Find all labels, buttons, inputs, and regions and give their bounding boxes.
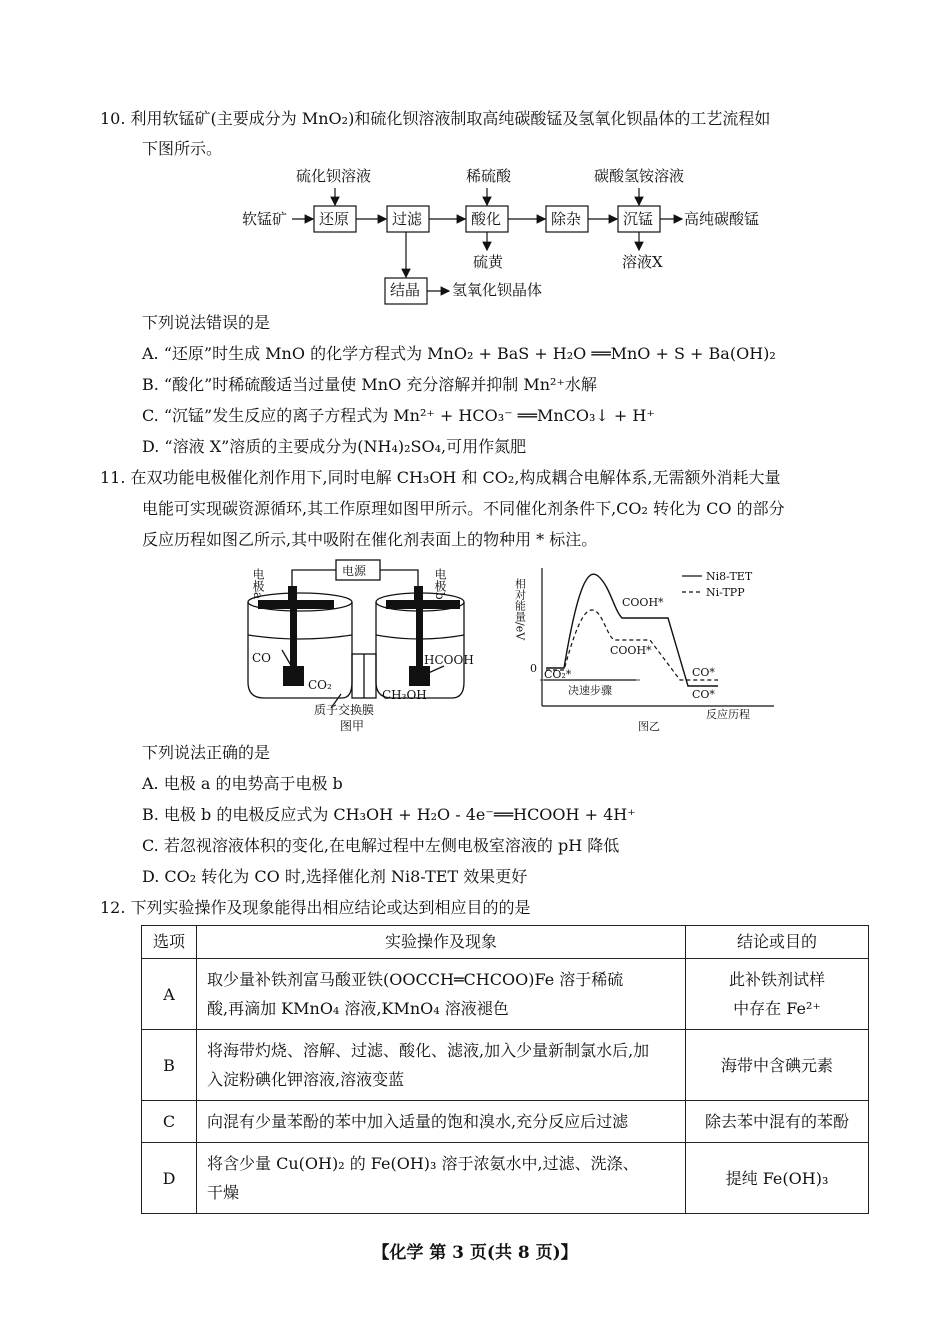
- table-row: [142, 1143, 869, 1214]
- co-label: CO: [252, 651, 272, 665]
- byproduct-s: 硫黄: [473, 253, 504, 271]
- y-axis-label: 相对能量/eV: [513, 578, 527, 641]
- row-conclusion: 除去苯中混有的苯酚: [686, 1101, 869, 1143]
- step-reduce: 还原: [319, 210, 350, 228]
- reagent-h2so4: 稀硫酸: [466, 167, 512, 185]
- figure-b-caption: 图乙: [638, 720, 660, 733]
- row-option: A: [142, 959, 197, 1030]
- q11-line2: 电能可实现碳资源循环,其工作原理如图甲所示。不同催化剂条件下,CO₂ 转化为 CO 的部分: [142, 499, 785, 518]
- q10-line1: 10. 利用软锰矿(主要成分为 MnO₂)和硫化钡溶液制取高纯碳酸锰及氢氧化钡晶体的工艺流程如: [100, 109, 771, 128]
- input-ore: 软锰矿: [242, 210, 288, 228]
- q10-flowchart: [230, 162, 790, 304]
- table-row: [142, 1030, 869, 1101]
- species-cooh-1: COOH*: [622, 596, 664, 609]
- ch3oh-label: CH₃OH: [382, 688, 427, 702]
- step-precip: 沉锰: [623, 210, 654, 228]
- table-row: [142, 959, 869, 1030]
- step-purify: 除杂: [551, 210, 582, 228]
- figure-a-caption: 图甲: [340, 719, 365, 733]
- species-cooh-2: COOH*: [610, 644, 652, 657]
- step-crystal: 结晶: [390, 281, 421, 299]
- legend-ni8-tet: Ni8-TET: [706, 570, 753, 583]
- legend-ni-tpp: Ni-TPP: [706, 586, 745, 599]
- zero-label: 0: [530, 662, 537, 675]
- q11-line3: 反应历程如图乙所示,其中吸附在催化剂表面上的物种用 * 标注。: [142, 530, 598, 549]
- output-mnco3: 高纯碳酸锰: [684, 210, 760, 228]
- step-acidify: 酸化: [471, 210, 502, 228]
- row-operation: 取少量补铁剂富马酸亚铁(OOCCH═CHCOO)Fe 溶于稀硫 酸,再滴加 KMnO₄ 溶液,KMnO₄ 溶液褪色: [197, 959, 686, 1030]
- rds-label: 决速步骤: [568, 684, 612, 697]
- page-footer: 【化学 第 3 页(共 8 页)】: [372, 1243, 578, 1263]
- row-conclusion: 提纯 Fe(OH)₃: [686, 1143, 869, 1214]
- q10-option-c: C. “沉锰”发生反应的离子方程式为 Mn²⁺ + HCO₃⁻ ══MnCO₃↓ + H⁺: [142, 406, 655, 425]
- row-operation: 将海带灼烧、溶解、过滤、酸化、滤液,加入少量新制氯水后,加 入淀粉碘化钾溶液,溶液变蓝: [197, 1030, 686, 1101]
- figure-electrolysis-cell: [236, 556, 486, 740]
- species-co-1: CO*: [692, 666, 715, 679]
- q10-line2: 下图所示。: [142, 139, 223, 158]
- row-conclusion: 此补铁剂试样 中存在 Fe²⁺: [686, 959, 869, 1030]
- q10-option-d: D. “溶液 X”溶质的主要成分为(NH₄)₂SO₄,可用作氮肥: [142, 437, 527, 456]
- q11-option-c: C. 若忽视溶液体积的变化,在电解过程中左侧电极室溶液的 pH 降低: [142, 836, 620, 855]
- species-co-2: CO*: [692, 688, 715, 701]
- output-baoh2: 氢氧化钡晶体: [452, 281, 543, 299]
- q11-option-d: D. CO₂ 转化为 CO 时,选择催化剂 Ni8-TET 效果更好: [142, 867, 528, 886]
- species-co2: CO₂*: [544, 668, 572, 681]
- co2-label: CO₂: [308, 678, 332, 692]
- electrode-b-label: 电极b: [433, 568, 447, 600]
- reagent-bas: 硫化钡溶液: [296, 167, 372, 185]
- q12-line1: 12. 下列实验操作及现象能得出相应结论或达到相应目的的是: [100, 898, 531, 917]
- row-conclusion: 海带中含碘元素: [686, 1030, 869, 1101]
- q11-stem: 下列说法正确的是: [142, 743, 271, 762]
- table-header-row: [142, 926, 869, 959]
- header-operation: 实验操作及现象: [197, 926, 686, 959]
- q10-option-b: B. “酸化”时稀硫酸适当过量使 MnO 充分溶解并抑制 Mn²⁺水解: [142, 375, 597, 394]
- table-row: [142, 1101, 869, 1143]
- q10-option-a: A. “还原”时生成 MnO 的化学方程式为 MnO₂ + BaS + H₂O ══MnO + S + Ba(OH)₂: [142, 344, 776, 363]
- row-operation: 将含少量 Cu(OH)₂ 的 Fe(OH)₃ 溶于浓氨水中,过滤、洗涤、 干燥: [197, 1143, 686, 1214]
- q11-option-a: A. 电极 a 的电势高于电极 b: [142, 774, 343, 793]
- reagent-nh4hco3: 碳酸氢铵溶液: [594, 167, 685, 185]
- row-operation: 向混有少量苯酚的苯中加入适量的饱和溴水,充分反应后过滤: [197, 1101, 686, 1143]
- row-option: D: [142, 1143, 197, 1214]
- q11-option-b: B. 电极 b 的电极反应式为 CH₃OH + H₂O - 4e⁻══HCOOH + 4H⁺: [142, 805, 636, 824]
- header-conclusion: 结论或目的: [686, 926, 869, 959]
- power-label: 电源: [342, 564, 367, 578]
- membrane-label: 质子交换膜: [314, 703, 375, 717]
- hcooh-label: HCOOH: [424, 653, 474, 667]
- q11-line1: 11. 在双功能电极催化剂作用下,同时电解 CH₃OH 和 CO₂,构成耦合电解体系,无需额外消耗大量: [100, 468, 781, 487]
- x-axis-label: 反应历程: [706, 708, 750, 721]
- q10-stem: 下列说法错误的是: [142, 313, 271, 332]
- step-filter: 过滤: [392, 210, 423, 228]
- row-option: C: [142, 1101, 197, 1143]
- electrode-a-label: 电极a: [251, 568, 265, 600]
- row-option: B: [142, 1030, 197, 1101]
- experiment-table: [141, 925, 869, 1214]
- byproduct-x: 溶液X: [622, 253, 663, 271]
- figure-energy-profile: [513, 560, 778, 738]
- header-option: 选项: [142, 926, 197, 959]
